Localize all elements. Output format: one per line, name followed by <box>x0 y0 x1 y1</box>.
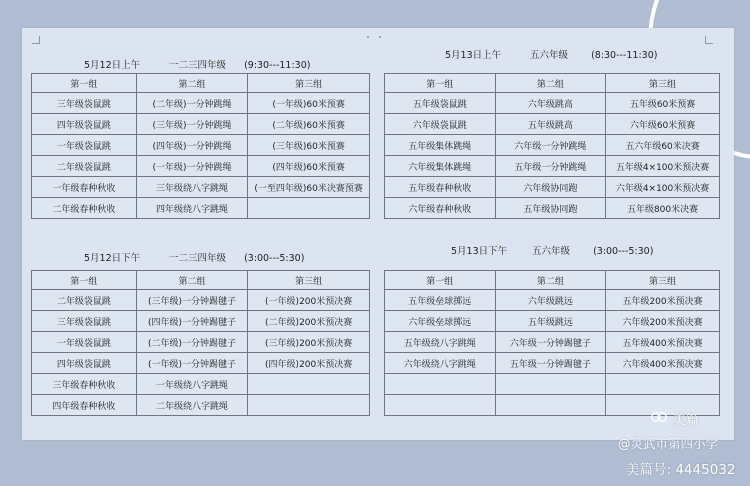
table-cell: 六年级200米预决赛 <box>606 311 720 332</box>
table-row <box>32 114 370 135</box>
table-cell: 六年级400米预决赛 <box>606 353 720 374</box>
meipian-logo-icon <box>651 410 667 424</box>
table-cell: 五年级跳高 <box>495 114 606 135</box>
table-cell <box>385 395 496 416</box>
table-cell: 一年级绕八字跳绳 <box>136 374 248 395</box>
table-cell <box>248 395 370 416</box>
column-header: 第一组 <box>32 271 137 290</box>
table-cell: 六年级60米预赛 <box>606 114 720 135</box>
page-corner-mark <box>32 36 40 44</box>
table-cell: 五年级跳远 <box>495 311 606 332</box>
table-row <box>32 198 370 219</box>
column-header: 第二组 <box>495 271 606 290</box>
session-time: (9:30---11:30) <box>244 60 311 71</box>
table-cell: 五年级春种秋收 <box>385 177 496 198</box>
table-cell: (二年级)一分钟跳绳 <box>136 93 248 114</box>
table-cell: 三年级绕八字跳绳 <box>136 177 248 198</box>
session-grades: 一二三四年级 <box>169 60 227 71</box>
table-row <box>385 395 720 416</box>
session-date: 5月13日上午 <box>445 50 502 61</box>
table-cell: 五年级200米预决赛 <box>606 290 720 311</box>
table-cell: (四年级)200米预决赛 <box>248 353 370 374</box>
table-cell: 五年级4×100米预决赛 <box>606 156 720 177</box>
table-cell: (四年级)一分钟踢毽子 <box>136 311 248 332</box>
table-row <box>385 93 720 114</box>
table-cell: (三年级)200米预决赛 <box>248 332 370 353</box>
table-cell: 五年级一分钟跳绳 <box>495 156 606 177</box>
table-row <box>385 198 720 219</box>
session-date: 5月12日下午 <box>84 253 141 264</box>
session-time: (8:30---11:30) <box>591 50 658 61</box>
table-row <box>385 374 720 395</box>
table-cell: 六年级垒球掷远 <box>385 311 496 332</box>
table-cell: 二年级春种秋收 <box>32 198 137 219</box>
table-cell: 五年级绕八字跳绳 <box>385 332 496 353</box>
table-header-row <box>385 271 720 290</box>
table-row <box>385 332 720 353</box>
table-cell: (一年级)200米预决赛 <box>248 290 370 311</box>
watermark-brand: 美篇 <box>673 413 700 428</box>
table-cell: (一年级)一分钟踢毽子 <box>136 353 248 374</box>
table-cell <box>385 374 496 395</box>
watermark-id: 美篇号: 4445032 <box>626 462 736 478</box>
table-header-row <box>32 271 370 290</box>
table-cell: (三年级)一分钟跳绳 <box>136 114 248 135</box>
schedule-table <box>384 270 720 416</box>
table-cell: 五年级协同跑 <box>495 198 606 219</box>
column-header: 第三组 <box>606 271 720 290</box>
table-row <box>32 395 370 416</box>
table-cell: (二年级)200米预决赛 <box>248 311 370 332</box>
table-cell: (四年级)一分钟跳绳 <box>136 135 248 156</box>
table-cell: (一年级)60米预赛 <box>248 93 370 114</box>
table-cell <box>248 374 370 395</box>
table-cell: 一年级春种秋收 <box>32 177 137 198</box>
table-cell: 六年级跳远 <box>495 290 606 311</box>
column-header: 第二组 <box>136 74 248 93</box>
table-cell: 六年级一分钟跳绳 <box>495 135 606 156</box>
table-cell: 五六年级60米决赛 <box>606 135 720 156</box>
table-row <box>32 332 370 353</box>
table-cell: 一年级袋鼠跳 <box>32 332 137 353</box>
session-heading <box>451 243 653 257</box>
table-cell: 五年级垒球掷远 <box>385 290 496 311</box>
schedule-table <box>31 73 370 219</box>
table-cell: 四年级袋鼠跳 <box>32 114 137 135</box>
table-cell: 五年级800米决赛 <box>606 198 720 219</box>
table-cell: 六年级跳高 <box>495 93 606 114</box>
table-cell: (三年级)一分钟踢毽子 <box>136 290 248 311</box>
table-row <box>32 135 370 156</box>
schedule-table <box>384 73 720 219</box>
table-cell: 三年级春种秋收 <box>32 374 137 395</box>
table-cell: 六年级春种秋收 <box>385 198 496 219</box>
table-row <box>32 177 370 198</box>
table-cell <box>606 374 720 395</box>
table-row <box>32 374 370 395</box>
table-row <box>32 156 370 177</box>
column-header: 第二组 <box>136 271 248 290</box>
column-header: 第一组 <box>385 271 496 290</box>
session-heading <box>84 57 310 71</box>
table-header-row <box>385 74 720 93</box>
table-cell: (二年级)60米预赛 <box>248 114 370 135</box>
table-cell: 六年级协同跑 <box>495 177 606 198</box>
table-cell: 二年级袋鼠跳 <box>32 156 137 177</box>
table-row <box>385 177 720 198</box>
page-dot <box>367 36 369 38</box>
table-cell: (一年级)一分钟跳绳 <box>136 156 248 177</box>
table-cell: 四年级袋鼠跳 <box>32 353 137 374</box>
session-date: 5月13日下午 <box>451 246 508 257</box>
table-cell: 五年级袋鼠跳 <box>385 93 496 114</box>
table-row <box>32 290 370 311</box>
table-row <box>385 311 720 332</box>
column-header: 第一组 <box>32 74 137 93</box>
table-cell: (二年级)一分钟踢毽子 <box>136 332 248 353</box>
table-cell: 六年级一分钟踢毽子 <box>495 332 606 353</box>
column-header: 第三组 <box>248 271 370 290</box>
table-row <box>385 353 720 374</box>
table-cell: 六年级4×100米预决赛 <box>606 177 720 198</box>
column-header: 第一组 <box>385 74 496 93</box>
table-cell <box>248 198 370 219</box>
session-grades: 一二三四年级 <box>169 253 227 264</box>
table-cell: 五年级60米预赛 <box>606 93 720 114</box>
session-grades: 五六年级 <box>532 246 571 257</box>
table-cell: (一至四年级)60米决赛预赛 <box>248 177 370 198</box>
session-heading <box>84 250 304 264</box>
table-cell: 三年级袋鼠跳 <box>32 311 137 332</box>
session-time: (3:00---5:30) <box>244 253 305 264</box>
page-corner-mark <box>705 36 713 44</box>
table-cell: 四年级春种秋收 <box>32 395 137 416</box>
table-cell: 六年级袋鼠跳 <box>385 114 496 135</box>
table-cell: 五年级一分钟踢毽子 <box>495 353 606 374</box>
session-date: 5月12日上午 <box>84 60 141 71</box>
table-cell: 四年级绕八字跳绳 <box>136 198 248 219</box>
table-cell <box>495 395 606 416</box>
session-heading <box>445 47 657 61</box>
session-grades: 五六年级 <box>530 50 569 61</box>
table-cell: 六年级绕八字跳绳 <box>385 353 496 374</box>
table-row <box>385 290 720 311</box>
table-cell: 五年级400米预决赛 <box>606 332 720 353</box>
table-row <box>385 156 720 177</box>
table-cell: (三年级)60米预赛 <box>248 135 370 156</box>
column-header: 第二组 <box>495 74 606 93</box>
column-header: 第三组 <box>606 74 720 93</box>
column-header: 第三组 <box>248 74 370 93</box>
table-cell: 二年级袋鼠跳 <box>32 290 137 311</box>
table-cell: 一年级袋鼠跳 <box>32 135 137 156</box>
table-header-row <box>32 74 370 93</box>
table-cell: 二年级绕八字跳绳 <box>136 395 248 416</box>
watermark-author: @灵武市第四小学 <box>618 436 719 451</box>
table-row <box>32 311 370 332</box>
table-row <box>385 114 720 135</box>
session-time: (3:00---5:30) <box>593 246 654 257</box>
schedule-document <box>22 28 734 440</box>
table-cell: 六年级集体跳绳 <box>385 156 496 177</box>
table-cell: 三年级袋鼠跳 <box>32 93 137 114</box>
table-cell: (四年级)60米预赛 <box>248 156 370 177</box>
table-cell <box>495 374 606 395</box>
table-row <box>385 135 720 156</box>
table-row <box>32 93 370 114</box>
table-cell: 五年级集体跳绳 <box>385 135 496 156</box>
page-dot <box>379 36 381 38</box>
table-row <box>32 353 370 374</box>
schedule-table <box>31 270 370 416</box>
